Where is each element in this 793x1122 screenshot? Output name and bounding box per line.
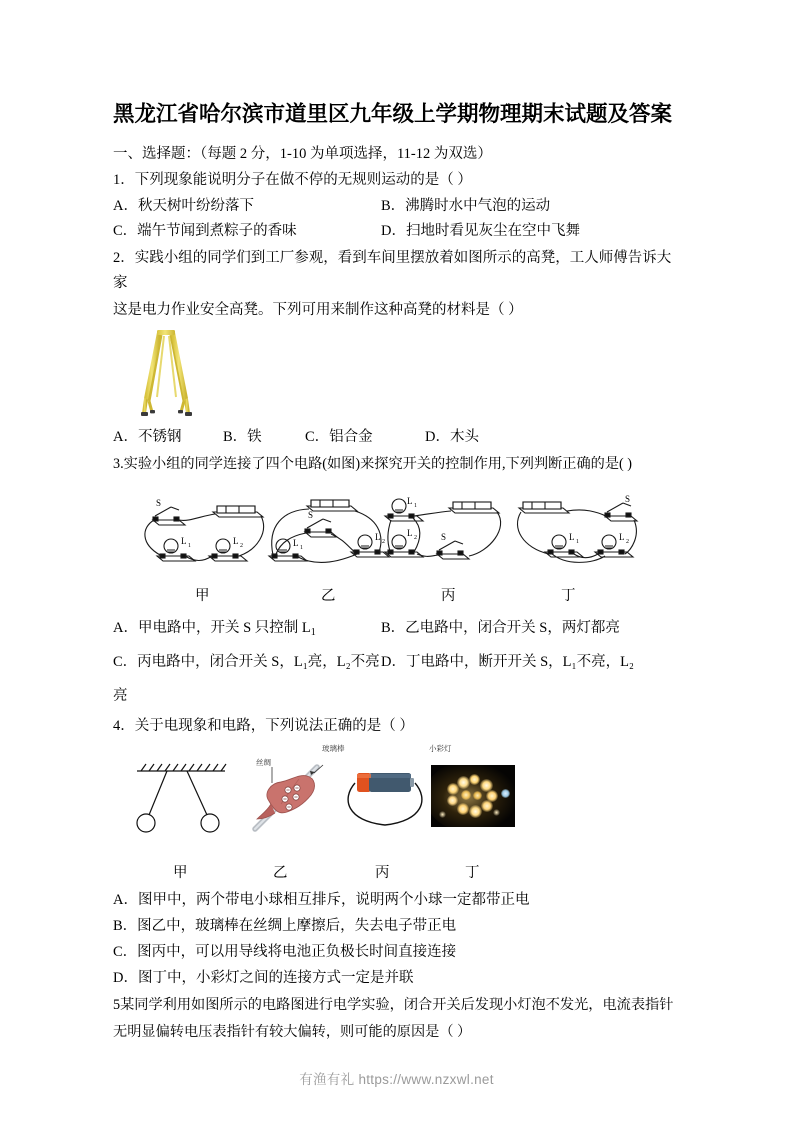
question-4-options [113,887,683,991]
question-5-stem-line-1: 5某同学利用如图所示的电路图进行电学实验，闭合开关后发现小灯泡不发光，电流表指针 [113,997,674,1013]
question-5-stem-line-2: 无明显偏转电压表指针有较大偏转，则可能的原因是（ ） [113,1023,472,1040]
circuit-label-yi: 乙 [321,587,336,604]
section-header: 一、选择题：（每题 2 分，1-10 为单项选择，11-12 为双选） [113,146,492,162]
svg-text:S: S [441,531,447,542]
question-2-stem-line-2: 这是电力作业安全高凳。下列可用来制作这种高凳的材料是（ ） [113,301,523,318]
svg-text:2: 2 [240,542,243,549]
circuit-diagram-ding [505,484,655,576]
question-4-option-b: B．图乙中，玻璃棒在丝绸上摩擦后，失去电子带正电 [113,918,457,934]
question-3-option-d: D．丁电路中，断开开关 S，L₁不亮，L₂ [381,653,634,670]
question-4-figure [113,743,683,861]
svg-text:1: 1 [414,502,417,509]
question-2-option-b: B．铁 [223,429,262,445]
svg-text:2: 2 [382,538,385,545]
silk-and-glass-rod-figure [241,757,333,839]
svg-text:S: S [156,497,162,508]
question-1-options-row-1 [113,194,683,220]
caption-glass-rod: 玻璃棒 [322,744,345,753]
question-3-figure-labels [113,584,683,608]
page-content [113,0,683,1045]
question-2-figure [113,327,683,425]
question-3-stem: 3.实验小组的同学连接了四个电路(如图)来探究开关的控制作用,下列判断正确的是( ) [113,456,633,472]
svg-text:L: L [181,535,187,546]
question-3-options-row-1 [113,612,683,646]
question-1-option-d: D．扫地时看见灰尘在空中飞舞 [381,223,580,239]
question-3-options-row-2 [113,646,683,679]
caption-silk: 丝绸 [256,758,271,767]
svg-text:S: S [625,493,631,504]
svg-text:L: L [293,537,299,548]
hanging-charged-balls-figure [131,757,241,837]
q4-label-jia: 甲 [173,865,188,881]
svg-text:1: 1 [576,538,579,545]
question-4-option-c: C．图丙中，可以用导线将电池正负极长时间直接连接 [113,944,457,960]
svg-text:1: 1 [300,544,303,551]
question-2-option-d: D．木头 [425,429,479,445]
footer-watermark: 有渔有礼 https://www.nzxwl.net [299,1072,494,1087]
string-lights-photo [431,765,515,827]
question-4-figure-labels [113,861,683,887]
question-2-option-c: C．铝合金 [305,429,373,445]
question-1-option-a: A．秋天树叶纷纷落下 [113,197,254,214]
question-3-option-a [113,612,381,646]
page-title: 黑龙江省哈尔滨市道里区九年级上学期物理期末试题及答案 [113,102,673,126]
q4-label-bing: 丙 [375,865,390,881]
question-2-stem-line-1: 2．实践小组的同学们到工厂参观，看到车间里摆放着如图所示的高凳，工人师傅告诉大家 [113,249,672,291]
q4-label-yi: 乙 [273,865,288,881]
question-4-option-d: D．图丁中，小彩灯之间的连接方式一定是并联 [113,970,414,986]
question-3-option-b: B．乙电路中，闭合开关 S，两灯都亮 [381,619,620,636]
question-4-stem: 4．关于电现象和电路，下列说法正确的是（ ） [113,717,414,734]
battery-short-circuit-figure [341,765,433,831]
svg-text:L: L [233,535,239,546]
question-4-option-a: A．图甲中，两个带电小球相互排斥，说明两个小球一定都带正电 [113,892,530,908]
question-1-options-row-2 [113,219,683,245]
question-3-option-c: C．丙电路中，闭合开关 S，L₁亮，L₂不亮 [113,653,380,670]
svg-text:L: L [375,531,381,542]
svg-text:2: 2 [414,534,417,541]
question-2-options-row [113,425,683,451]
question-1-option-c: C．端午节闻到煮粽子的香味 [113,223,297,239]
question-3-option-d-wrap: 亮 [113,687,128,704]
question-3-option-a-text: A．甲电路中，开关 S 只控制 L [113,619,311,636]
step-stool-icon [135,327,199,419]
svg-text:L: L [407,527,413,538]
q4-label-ding: 丁 [465,865,480,881]
svg-text:L: L [619,531,625,542]
circuit-label-jia: 甲 [195,587,210,604]
caption-string-lights: 小彩灯 [429,744,452,753]
svg-text:L: L [407,495,413,506]
circuit-label-bing: 丙 [441,587,456,604]
question-3-figure [113,484,683,584]
svg-text:2: 2 [626,538,629,545]
question-1-option-b: B．沸腾时水中气泡的运动 [381,197,551,214]
question-1-stem: 1．下列现象能说明分子在做不停的无规则运动的是（ ） [113,172,472,188]
question-3-option-a-sub: 1 [310,626,316,638]
circuit-label-ding: 丁 [561,587,576,604]
question-2-option-a: A．不锈钢 [113,429,182,445]
svg-text:1: 1 [188,542,191,549]
svg-text:L: L [569,531,575,542]
svg-text:S: S [308,509,314,520]
